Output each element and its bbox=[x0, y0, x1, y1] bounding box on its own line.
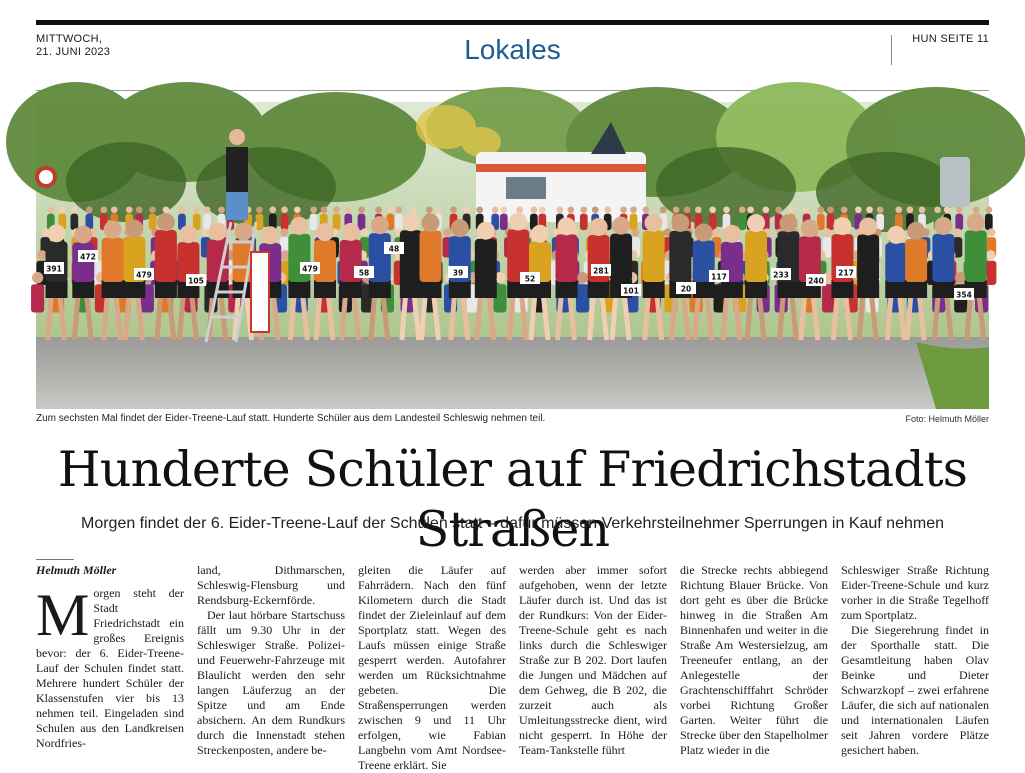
svg-text:117: 117 bbox=[711, 272, 727, 282]
start-number-bib bbox=[384, 242, 404, 254]
photo-caption: Zum sechsten Mal findet der Eider-Treene-Lauf statt. Hunderte Schüler aus dem Landesteil Schleswig nehmen teil. bbox=[36, 413, 546, 424]
svg-text:20: 20 bbox=[680, 284, 692, 294]
start-number-bib bbox=[354, 266, 374, 278]
start-number-bib bbox=[78, 250, 98, 262]
svg-text:52: 52 bbox=[524, 274, 536, 284]
body-paragraph: Schleswiger Straße Richtung Eider-Treene-Schule und kurz vorher in die Straße Tegelhoff zum Sportplatz. bbox=[841, 563, 989, 622]
svg-text:101: 101 bbox=[623, 286, 639, 296]
body-paragraph: gleiten die Läufer auf Fahrrädern. Nach den fünf Kilometern durch die Stadt findet der Zieleinlauf auf dem Sportplatz statt. Wegen des Laufs müssen einige Straße gesperrt werden. Autofahrer werden um Rücksichtnahme gebeten. Die Straßensperrungen werden zwischen 9 und 11 Uhr erfolgen, wie Fabian Langbehn vom Amt Nordsee-Treene erklärt. Sie bbox=[358, 563, 506, 772]
issue-date-text: 21. JUNI 2023 bbox=[36, 46, 111, 58]
body-paragraph: Der laut hörbare Startschuss fällt um 9.30 Uhr in der Schleswiger Straße. Polizei- und Feuerwehr-Fahrzeuge mit Blaulicht werden den sehr langen Läuferzug an der Spitze und am Ende absichern. An dem Rundkurs durch die Innenstadt stehen Streckenposten, andere be- bbox=[197, 608, 345, 757]
start-number-bib bbox=[186, 274, 206, 286]
runners-photo bbox=[36, 102, 989, 409]
masthead-top-rule bbox=[36, 20, 989, 25]
body-column-4 bbox=[519, 563, 667, 773]
svg-text:58: 58 bbox=[358, 268, 370, 278]
svg-text:354: 354 bbox=[956, 290, 972, 300]
body-column-6 bbox=[841, 563, 989, 773]
start-number-bib bbox=[448, 266, 468, 278]
author-rule bbox=[36, 559, 74, 560]
body-column-2 bbox=[197, 563, 345, 773]
start-number-bib bbox=[621, 284, 641, 296]
body-paragraph: die Strecke rechts abbiegend Richtung Blauer Brücke. Von dort geht es über die Brücke hinweg in die Straßen Am Binnenhafen und weiter in die Straße Am Westersielzug, am Treeneufer entlang, an der Anlegestelle der Grachtenschifffahrt Schröder vorbei Richtung Großer Garten. Weiter führt die Strecke über den Stapelholmer Platz wieder in die bbox=[680, 563, 828, 757]
start-number-bib bbox=[134, 268, 154, 280]
svg-text:39: 39 bbox=[452, 268, 464, 278]
start-number-bib bbox=[676, 282, 696, 294]
article-body bbox=[36, 563, 989, 772]
issue-weekday: MITTWOCH, bbox=[36, 33, 103, 45]
svg-text:472: 472 bbox=[80, 252, 96, 262]
start-number-bib bbox=[591, 264, 611, 276]
start-number-bib bbox=[300, 262, 320, 274]
body-paragraph: orgen steht der Stadt Friedrichstadt ein großes Ereignis bevor: der 6. Eider-Treene-Lauf der Schulen findet statt. Mehrere hundert Schüler der Klassenstufen vier bis 13 nehmen teil. Eingeladen sind Schulen aus den Landkreisen Nordfries- bbox=[36, 586, 184, 750]
start-number-bib bbox=[806, 274, 826, 286]
svg-text:48: 48 bbox=[388, 244, 400, 254]
body-column-1 bbox=[36, 563, 184, 773]
svg-text:217: 217 bbox=[838, 268, 854, 278]
svg-text:240: 240 bbox=[808, 276, 824, 286]
svg-text:391: 391 bbox=[46, 264, 62, 274]
body-column-5 bbox=[680, 563, 828, 773]
drop-cap: M bbox=[36, 582, 90, 648]
article-headline: Hunderte Schüler auf Friedrichstadts Straßen bbox=[57, 441, 968, 558]
body-column-3 bbox=[358, 563, 506, 773]
svg-text:479: 479 bbox=[302, 264, 318, 274]
article-author: Helmuth Möller bbox=[36, 563, 117, 577]
start-number-bib bbox=[771, 268, 791, 280]
start-number-bib bbox=[44, 262, 64, 274]
start-number-bib bbox=[954, 288, 974, 300]
body-paragraph: land, Dithmarschen, Schleswig-Flensburg und Rendsburg-Eckernförde. bbox=[197, 563, 345, 607]
section-title: Lokales bbox=[464, 34, 561, 65]
photo-credit: Foto: Helmuth Möller bbox=[905, 414, 989, 424]
svg-text:233: 233 bbox=[773, 270, 789, 280]
start-number-bib bbox=[709, 270, 729, 282]
svg-text:281: 281 bbox=[593, 266, 609, 276]
page-number: HUN SEITE 11 bbox=[912, 33, 989, 45]
article-subheadline: Morgen findet der 6. Eider-Treene-Lauf der Schulen statt – dafür müssen Verkehrsteilnehmer Sperrungen in Kauf nehmen bbox=[80, 515, 944, 532]
start-number-bib bbox=[520, 272, 540, 284]
start-number-bib bbox=[836, 266, 856, 278]
header-divider bbox=[891, 35, 892, 65]
article-photo bbox=[36, 102, 989, 409]
svg-text:105: 105 bbox=[188, 276, 204, 286]
svg-text:479: 479 bbox=[136, 270, 152, 280]
body-paragraph: Die Siegerehrung findet in der Sporthalle statt. Die Gesamtleitung haben Olav Beinke und Dieter Schwarzkopf – zwei erfahrene Läufer, die sich auf nationalen und internationalen Läufen seit Jahren vordere Plätze gesichert haben. bbox=[841, 623, 989, 757]
body-paragraph: werden aber immer sofort aufgehoben, wenn der letzte Läufer durch ist. Und das ist der Rundkurs: Von der Eider-Treene-Schule geht es nach links durch die Schleswiger Straße zur B 202. Dort laufen die Jungen und Mädchen auf dem Gehweg, die B 202, die zurzeit auch als Umleitungsstrecke dient, wird nicht gesperrt. In Höhe der Team-Tankstelle führt bbox=[519, 563, 667, 757]
